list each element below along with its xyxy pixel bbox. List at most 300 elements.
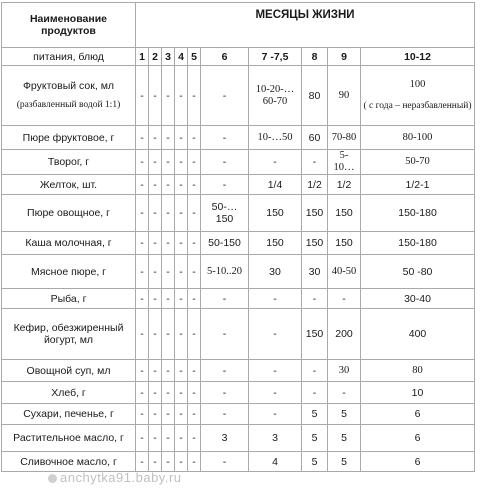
cell-value: - [166,328,170,340]
cell-value: 50-70 [405,156,430,167]
value-cell [328,404,361,425]
value-cell [201,150,249,175]
value-cell [302,66,328,126]
cell-value: - [192,178,196,191]
value-cell [249,175,302,195]
cell-value: 3 [272,432,278,444]
cell-value: 1/4 [267,178,283,191]
month-number-row [2,48,475,66]
cell-value: 50-150 [208,237,241,249]
cell-value: - [153,364,157,377]
value-cell [149,404,162,425]
cell-value: - [179,131,183,144]
cell-value: - [312,292,317,305]
value-cell [162,66,175,126]
cell-value: - [192,265,196,278]
value-cell [201,255,249,289]
value-cell [188,309,201,360]
value-cell [188,452,201,472]
cell-value: 150 [335,237,353,249]
value-cell [328,255,361,289]
cell-value: - [273,292,277,305]
product-note: (разбавленный водой 1:1) [16,100,121,110]
value-cell [302,360,328,382]
value-cell [149,126,162,150]
cell-value: - [166,265,170,278]
cell-value: - [192,292,196,305]
cell-value: - [166,207,170,219]
cell-note: ( с года – неразбавленный) [363,101,472,111]
cell-value: - [153,178,157,191]
value-cell [175,404,188,425]
cell-value: - [222,89,227,102]
cell-value: 100 [409,79,426,90]
value-cell [328,195,361,232]
value-cell [188,66,201,126]
value-cell [201,382,249,404]
value-cell [175,289,188,309]
value-cell [136,452,149,472]
cell-value: - [312,364,317,377]
cell-value: 6 [414,408,421,420]
products-header: Наименование продуктов [2,3,136,48]
value-cell [201,66,249,126]
cell-value: 70-80 [331,131,357,143]
month-col-header: 5 [188,48,201,66]
value-cell [361,452,475,472]
cell-value: - [179,292,183,305]
cell-value: 5 [311,408,318,420]
cell-value: 6 [414,455,421,468]
cell-value: - [140,455,144,468]
product-name-cell [2,150,136,175]
value-cell [188,289,201,309]
cell-value: - [192,237,196,249]
cell-value: - [312,156,317,168]
value-cell [149,150,162,175]
cell-value: - [192,408,196,420]
cell-value: - [140,178,144,191]
cell-value: 5-10… [333,150,355,173]
cell-value: 5 [341,408,347,420]
table-row [2,425,475,452]
cell-value: 150 [305,207,324,219]
cell-value: - [153,237,157,249]
cell-value: - [140,292,144,305]
cell-value: - [179,408,183,420]
value-cell [361,309,475,360]
value-cell [188,195,201,232]
product-name: Овощной суп, мл [26,364,111,377]
month-col-header: 4 [175,48,188,66]
value-cell [201,360,249,382]
value-cell [361,126,475,150]
cell-value: 80 [308,89,321,102]
cell-value: - [166,292,170,305]
cell-value: 10-20-…60-70 [255,83,295,107]
product-name-cell [2,382,136,404]
cell-value: - [166,432,170,444]
month-col-header: 1 [136,48,149,66]
product-name-cell [2,425,136,452]
value-cell [302,175,328,195]
value-cell [302,425,328,452]
value-cell [249,425,302,452]
cell-value: - [179,89,183,102]
product-name-cell [2,175,136,195]
cell-value: 150 [266,237,284,249]
value-cell [175,309,188,360]
cell-value: 5 [341,432,347,444]
product-name: Сухари, печенье, г [23,408,114,420]
cell-value: - [166,386,170,399]
cell-value: 5-10..20 [207,265,242,277]
cell-value: 150 [335,207,353,219]
value-cell [136,404,149,425]
cell-value: - [153,89,157,102]
product-name-cell [2,309,136,360]
value-cell [328,452,361,472]
cell-value: 30 [308,265,321,278]
cell-value: - [166,455,170,468]
value-cell [249,195,302,232]
value-cell [249,404,302,425]
cell-value: 200 [335,328,353,340]
value-cell [175,150,188,175]
cell-value: - [222,328,227,340]
value-cell [136,150,149,175]
cell-value: - [153,156,157,168]
value-cell [249,360,302,382]
value-cell [328,382,361,404]
value-cell [188,382,201,404]
product-name: Сливочное масло, г [20,455,117,468]
value-cell [188,232,201,255]
cell-value: - [166,89,170,102]
value-cell [149,382,162,404]
cell-value: - [179,455,183,468]
cell-value: - [140,131,144,144]
cell-value: 60 [308,131,321,144]
value-cell [361,382,475,404]
value-cell [149,232,162,255]
value-cell [302,309,328,360]
table-row [2,175,475,195]
cell-value: 90 [338,89,350,101]
value-cell [162,382,175,404]
value-cell [162,195,175,232]
table-row [2,150,475,175]
value-cell [249,255,302,289]
value-cell [136,232,149,255]
value-cell [149,452,162,472]
cell-value: - [342,386,346,399]
cell-value: - [166,131,170,144]
cell-value: - [179,207,183,219]
cell-value: - [153,386,157,399]
table-row [2,452,475,472]
value-cell [328,126,361,150]
cell-value: - [153,207,157,219]
value-cell [188,360,201,382]
value-cell [188,175,201,195]
product-name: Хлеб, г [51,386,86,399]
product-name: Растительное масло, г [13,432,124,444]
value-cell [302,404,328,425]
cell-value: - [342,292,346,305]
value-cell [361,255,475,289]
cell-value: - [192,131,196,144]
value-cell [328,425,361,452]
cell-value: - [192,156,196,168]
watermark-icon [48,474,57,483]
month-col-header: 9 [328,48,361,66]
table-row [2,126,475,150]
cell-value: - [140,364,144,377]
value-cell [162,232,175,255]
product-name-cell [2,255,136,289]
watermark-text: anchytka91.baby.ru [60,470,182,485]
value-cell [162,175,175,195]
cell-value: - [222,292,227,305]
cell-value: - [140,408,144,420]
product-name: Фруктовый сок, мл [22,80,115,92]
value-cell [361,425,475,452]
value-cell [162,289,175,309]
product-name: Рыба, г [50,292,87,305]
value-cell [249,126,302,150]
product-name: Пюре фруктовое, г [22,131,115,144]
value-cell [302,150,328,175]
cell-value: - [140,237,144,249]
value-cell [136,126,149,150]
month-col-header: 2 [149,48,162,66]
value-cell [328,150,361,175]
cell-value: - [153,455,157,468]
value-cell [201,289,249,309]
month-col-header: 10-12 [361,48,475,66]
value-cell [149,195,162,232]
value-cell [249,66,302,126]
value-cell [136,255,149,289]
value-cell [136,175,149,195]
value-cell [201,232,249,255]
cell-value: 10 [411,386,424,399]
cell-value: 3 [221,432,228,444]
product-name: Творог, г [47,156,90,168]
cell-value: 40-50 [331,265,357,277]
cell-value: 50-…150 [211,201,238,225]
cell-value: 1/2 [307,178,322,191]
month-col-header: 3 [162,48,175,66]
cell-value: - [179,178,183,191]
cell-value: - [222,408,227,420]
value-cell [302,232,328,255]
value-cell [175,360,188,382]
value-cell [162,425,175,452]
month-col-header: 6 [201,48,249,66]
value-cell [175,66,188,126]
cell-value: 5 [311,432,318,444]
cell-value: - [222,131,227,144]
value-cell [302,126,328,150]
cell-value: - [179,237,183,249]
feeding-table [1,2,475,472]
cell-value: - [273,328,277,340]
value-cell [136,195,149,232]
row-label: питания, блюд [2,48,136,66]
cell-value: 30-40 [404,292,431,305]
value-cell [149,309,162,360]
product-name-cell [2,195,136,232]
cell-value: - [192,89,196,102]
value-cell [175,175,188,195]
value-cell [188,150,201,175]
cell-value: - [179,328,183,340]
cell-value: - [153,265,157,278]
value-cell [175,425,188,452]
value-cell [328,175,361,195]
cell-value: - [312,386,317,399]
cell-value: - [192,455,196,468]
table-row [2,289,475,309]
months-header: МЕСЯЦЫ ЖИЗНИ [136,3,475,48]
cell-value: - [192,207,196,219]
cell-value: 80 [412,364,423,376]
value-cell [201,452,249,472]
value-cell [162,452,175,472]
cell-value: - [153,328,157,340]
cell-value: - [166,237,170,249]
value-cell [328,66,361,126]
cell-value: - [192,386,196,399]
value-cell [136,66,149,126]
cell-value: 5 [341,455,347,468]
table-row [2,382,475,404]
product-name-cell [2,360,136,382]
product-name-cell [2,126,136,150]
cell-value: 30 [269,265,281,278]
value-cell [302,382,328,404]
value-cell [162,255,175,289]
cell-value: - [179,156,183,168]
cell-value: - [140,328,144,340]
cell-value: - [140,432,144,444]
value-cell [249,309,302,360]
cell-value: - [153,432,157,444]
cell-value: - [179,265,183,278]
value-cell [162,309,175,360]
value-cell [136,382,149,404]
value-cell [149,255,162,289]
value-cell [328,232,361,255]
product-name-cell [2,404,136,425]
cell-value: 150 [266,207,284,219]
value-cell [136,289,149,309]
cell-value: - [153,292,157,305]
value-cell [162,404,175,425]
value-cell [361,195,475,232]
cell-value: - [166,408,170,420]
table-row [2,255,475,289]
value-cell [175,382,188,404]
value-cell [328,360,361,382]
value-cell [201,425,249,452]
value-cell [175,255,188,289]
product-name: Кефир, обезжиренный йогурт, мл [13,322,124,346]
value-cell [175,126,188,150]
value-cell [188,425,201,452]
value-cell [249,150,302,175]
value-cell [302,255,328,289]
cell-value: - [153,131,157,144]
cell-value: - [140,89,144,102]
product-name: Желток, шт. [39,178,98,191]
cell-value: 10-…50 [257,131,293,143]
value-cell [201,404,249,425]
value-cell [361,232,475,255]
value-cell [188,126,201,150]
value-cell [188,404,201,425]
cell-value: - [179,432,183,444]
value-cell [175,195,188,232]
cell-value: 1/2 [336,178,352,191]
product-name: Каша молочная, г [25,237,112,249]
table-row [2,195,475,232]
cell-value: 50 -80 [402,265,433,278]
product-name-cell [2,452,136,472]
cell-value: - [140,156,144,168]
cell-value: - [192,364,196,377]
cell-value: - [273,156,277,168]
cell-value: - [166,178,170,191]
cell-value: - [166,156,170,168]
cell-value: - [222,178,227,191]
value-cell [149,360,162,382]
value-cell [149,175,162,195]
value-cell [302,289,328,309]
value-cell [201,195,249,232]
cell-value: 30 [338,364,350,376]
cell-value: - [222,386,227,399]
cell-value: - [179,364,183,377]
table-row [2,309,475,360]
value-cell [175,452,188,472]
cell-value: - [192,432,196,444]
table-row [2,66,475,126]
cell-value: - [273,364,277,377]
value-cell [361,289,475,309]
cell-value: - [166,364,170,377]
cell-value: - [222,364,227,377]
value-cell [201,126,249,150]
cell-value: 5 [311,455,318,468]
product-name-cell [2,289,136,309]
cell-value: 150-180 [398,237,437,249]
product-name-cell [2,66,136,126]
cell-value: 1/2-1 [405,178,430,191]
value-cell [328,309,361,360]
cell-value: 150 [305,237,324,249]
value-cell [149,425,162,452]
cell-value: 6 [414,432,421,444]
table-row [2,232,475,255]
value-cell [136,360,149,382]
cell-value: 4 [272,455,278,468]
watermark [48,470,182,485]
value-cell [249,382,302,404]
value-cell [149,66,162,126]
